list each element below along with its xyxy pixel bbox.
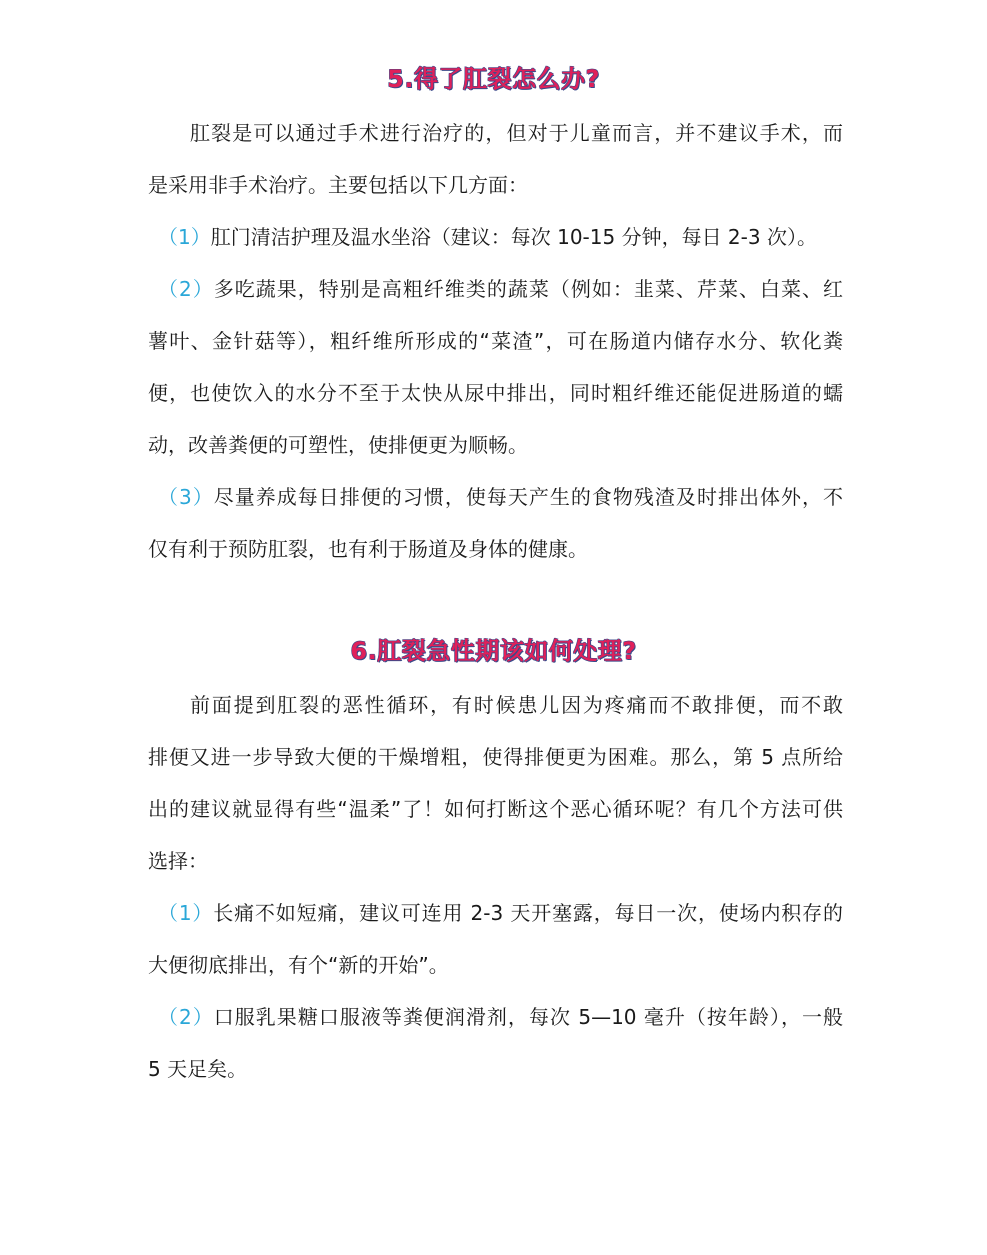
item-number: （2）: [158, 277, 214, 301]
section-6-item-2-line-1: [158, 1002, 843, 1032]
item-text: 尽量养成每日排便的习惯，使每天产生的食物残渣及时排出体外，不: [213, 485, 843, 509]
item-text: 口服乳果糖口服液等粪便润滑剂，每次 5—10 毫升（按年龄），一般: [213, 1005, 843, 1029]
section-5-intro-line-2: 是采用非手术治疗。主要包括以下几方面：: [148, 173, 528, 197]
section-6-item-2-line-2: 5 天足矣。: [148, 1057, 248, 1081]
section-5-intro-line-1: 肛裂是可以通过手术进行治疗的，但对于儿童而言，并不建议手术，而: [190, 121, 843, 145]
item-number: （2）: [158, 1005, 214, 1029]
section-6-item-1-line-1: [158, 898, 843, 928]
item-text: 长痛不如短痛，建议可连用 2-3 天开塞露，每日一次，使场内积存的: [213, 901, 843, 925]
item-number: （1）: [158, 225, 211, 249]
item-text: 肛门清洁护理及温水坐浴（建议：每次 10-15 分钟，每日 2-3 次）。: [210, 225, 817, 249]
section-6-intro-line-1: 前面提到肛裂的恶性循环，有时候患儿因为疼痛而不敢排便，而不敢: [190, 693, 843, 717]
section-5-item-1: [158, 222, 843, 252]
section-5-item-2-line-3: 便，也使饮入的水分不至于太快从尿中排出，同时粗纤维还能促进肠道的蠕: [148, 381, 843, 405]
section-6-item-1-line-2: 大便彻底排出，有个“新的开始”。: [148, 953, 449, 977]
section-5-item-2-line-1: [158, 274, 843, 304]
section-5-item-2-line-4: 动，改善粪便的可塑性，使排便更为顺畅。: [148, 433, 528, 457]
section-6-intro-line-2: 排便又进一步导致大便的干燥增粗，使得排便更为困难。那么，第 5 点所给: [148, 745, 843, 769]
item-number: （1）: [158, 901, 214, 925]
section-6-heading: 6.肛裂急性期该如何处理?: [350, 637, 637, 665]
item-text: 多吃蔬果，特别是高粗纤维类的蔬菜（例如：韭菜、芹菜、白菜、红: [213, 277, 843, 301]
section-5-heading: 5.得了肛裂怎么办?: [387, 65, 600, 93]
section-6-intro-line-4: 选择：: [148, 849, 208, 873]
section-5-item-3-line-1: [158, 482, 843, 512]
section-6-intro-line-3: 出的建议就显得有些“温柔”了！如何打断这个恶心循环呢？有几个方法可供: [148, 797, 843, 821]
item-number: （3）: [158, 485, 214, 509]
section-5-item-3-line-2: 仅有利于预防肛裂，也有利于肠道及身体的健康。: [148, 537, 588, 561]
section-5-item-2-line-2: 薯叶、金针菇等），粗纤维所形成的“菜渣”，可在肠道内储存水分、软化粪: [148, 329, 843, 353]
